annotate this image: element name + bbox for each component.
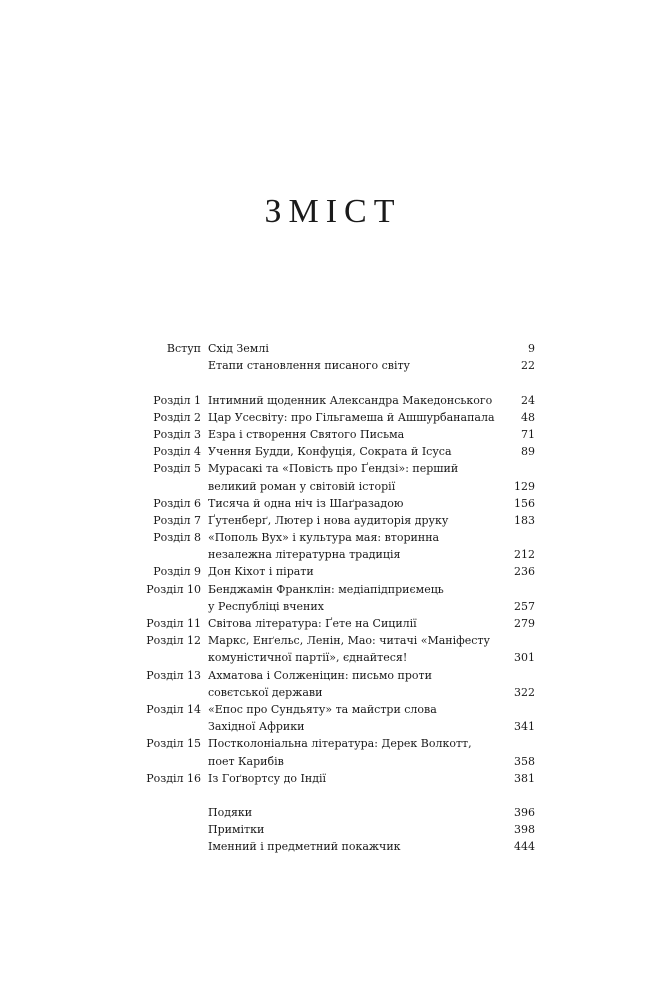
toc-entry-title: Ахматова і Солженіцин: письмо проти <box>208 668 432 682</box>
toc-entry[interactable] <box>0 770 656 787</box>
toc-chapter-label: Розділ 5 <box>153 462 201 476</box>
toc-page-number: 89 <box>521 445 535 459</box>
toc-entry-title: у Республіці вчених <box>208 599 324 613</box>
toc-entry-title: Схід Землі <box>208 342 269 355</box>
toc-entry[interactable] <box>0 718 656 735</box>
toc-entry[interactable] <box>0 340 656 357</box>
toc-entry[interactable] <box>0 563 656 580</box>
toc-chapter-label: Розділ 3 <box>153 427 201 441</box>
toc-page-number: 129 <box>514 479 535 493</box>
toc-entry[interactable] <box>0 426 656 443</box>
toc-entry-title: Західної Африки <box>208 720 305 734</box>
toc-entry-title: совєтської держави <box>208 685 323 699</box>
toc-entry-title: великий роман у світовій історії <box>208 479 396 493</box>
toc-chapter-label: Розділ 11 <box>146 617 201 630</box>
toc-page-number: 48 <box>521 410 535 424</box>
toc-entry[interactable] <box>0 357 656 374</box>
toc-page-number: 71 <box>521 427 535 441</box>
toc-page-number: 212 <box>514 548 535 562</box>
toc-entry-title: Ґутенберґ, Лютер і нова аудиторія друку <box>208 513 449 527</box>
toc-page-number: 358 <box>514 754 535 768</box>
toc-entry-title: Бенджамін Франклін: медіапідприємець <box>208 582 444 596</box>
toc-page-number: 398 <box>514 823 535 837</box>
toc-page-number: 257 <box>514 599 535 613</box>
toc-entry-title: Дон Кіхот і пірати <box>208 565 314 579</box>
toc-entry-title: Примітки <box>208 823 265 837</box>
toc-chapter-label: Розділ 7 <box>153 513 201 527</box>
toc-page-number: 156 <box>514 496 535 510</box>
toc-chapter-label: Розділ 9 <box>153 565 201 579</box>
toc-entry[interactable] <box>0 443 656 460</box>
toc-entry-title: Цар Усесвіту: про Гільгамеша й Ашшурбанапала <box>208 410 495 424</box>
toc-entry[interactable] <box>0 684 656 701</box>
toc-chapter-label: Розділ 12 <box>146 634 201 648</box>
toc-chapter-label: Розділ 8 <box>153 531 201 545</box>
toc-entry[interactable] <box>0 392 656 409</box>
toc-entry[interactable] <box>0 460 656 477</box>
toc-entry-title: Учення Будди, Конфуція, Сократа й Ісуса <box>208 445 452 459</box>
toc-page-number: 444 <box>514 840 535 854</box>
toc-entry[interactable] <box>0 821 656 838</box>
toc-entry-title: Маркс, Енґельс, Ленін, Мао: читачі «Маніфесту <box>208 634 490 648</box>
toc-page-number: 396 <box>514 806 535 820</box>
toc-page-number: 341 <box>514 720 535 734</box>
toc-page-number: 381 <box>514 771 535 785</box>
toc-page-number: 322 <box>514 685 535 699</box>
toc-entry-title: Іменний і предметний покажчик <box>208 840 401 854</box>
toc-chapter-label: Розділ 13 <box>146 668 201 682</box>
toc-entry[interactable] <box>0 632 656 649</box>
toc-entry[interactable] <box>0 529 656 546</box>
toc-chapter-label: Вступ <box>166 342 201 355</box>
toc-page-number: 9 <box>528 342 535 355</box>
toc-entry[interactable] <box>0 615 656 632</box>
toc-entry-title: комуністичної партії», єднайтеся! <box>208 651 408 665</box>
toc-chapter-label: Розділ 2 <box>153 410 201 424</box>
toc-entry-title: Тисяча й одна ніч із Шаґразадою <box>208 496 404 510</box>
toc-entry[interactable] <box>0 512 656 529</box>
toc-chapter-label: Розділ 1 <box>153 393 201 407</box>
toc-entry[interactable] <box>0 409 656 426</box>
toc-page-number: 183 <box>514 513 535 527</box>
page-title: ЗМІСТ <box>264 193 402 230</box>
toc-chapter-label: Розділ 4 <box>153 445 201 459</box>
toc-entry[interactable] <box>0 701 656 718</box>
toc-entry-title: незалежна літературна традиція <box>208 548 401 562</box>
toc-entry-title: Подяки <box>208 806 253 820</box>
toc-spacer <box>0 787 656 804</box>
toc-chapter-label: Розділ 15 <box>146 737 201 751</box>
toc-entry-title: Мурасакі та «Повість про Ґендзі»: перший <box>208 462 459 476</box>
toc-page-number: 236 <box>514 565 535 579</box>
toc-entry[interactable] <box>0 598 656 615</box>
toc-entry[interactable] <box>0 546 656 563</box>
toc-entry[interactable] <box>0 838 656 855</box>
toc-entry[interactable] <box>0 804 656 821</box>
toc-page-number: 279 <box>514 617 535 630</box>
toc-page-number: 24 <box>521 393 535 407</box>
toc-entry-title: «Епос про Сундьяту» та майстри слова <box>208 702 437 716</box>
toc-chapter-label: Розділ 6 <box>153 496 201 510</box>
toc-page-number: 22 <box>521 359 535 373</box>
toc-entry-title: поет Карибів <box>208 754 284 768</box>
toc-entry[interactable] <box>0 667 656 684</box>
toc-entry[interactable] <box>0 495 656 512</box>
toc-spacer <box>0 374 656 391</box>
toc-entry-title: Із Гоґвортсу до Індії <box>208 771 327 785</box>
toc-entry-title: «Пополь Вух» і культура мая: вторинна <box>208 531 440 545</box>
toc-chapter-label: Розділ 16 <box>146 771 201 785</box>
toc-entry-title: Світова література: Ґете на Сицилії <box>208 617 417 630</box>
toc-chapter-label: Розділ 14 <box>146 702 201 716</box>
toc-entry[interactable] <box>0 735 656 752</box>
table-of-contents <box>0 340 656 856</box>
toc-entry-title: Інтимний щоденник Александра Македонського <box>208 393 493 407</box>
toc-entry[interactable] <box>0 753 656 770</box>
toc-page-number: 301 <box>514 651 535 665</box>
toc-entry[interactable] <box>0 478 656 495</box>
toc-entry-title: Етапи становлення писаного світу <box>208 359 411 373</box>
toc-entry-title: Постколоніальна література: Дерек Волкотт, <box>208 737 472 751</box>
toc-entry-title: Езра і створення Святого Письма <box>208 427 405 441</box>
toc-entry[interactable] <box>0 649 656 666</box>
toc-entry[interactable] <box>0 581 656 598</box>
toc-chapter-label: Розділ 10 <box>146 582 201 596</box>
